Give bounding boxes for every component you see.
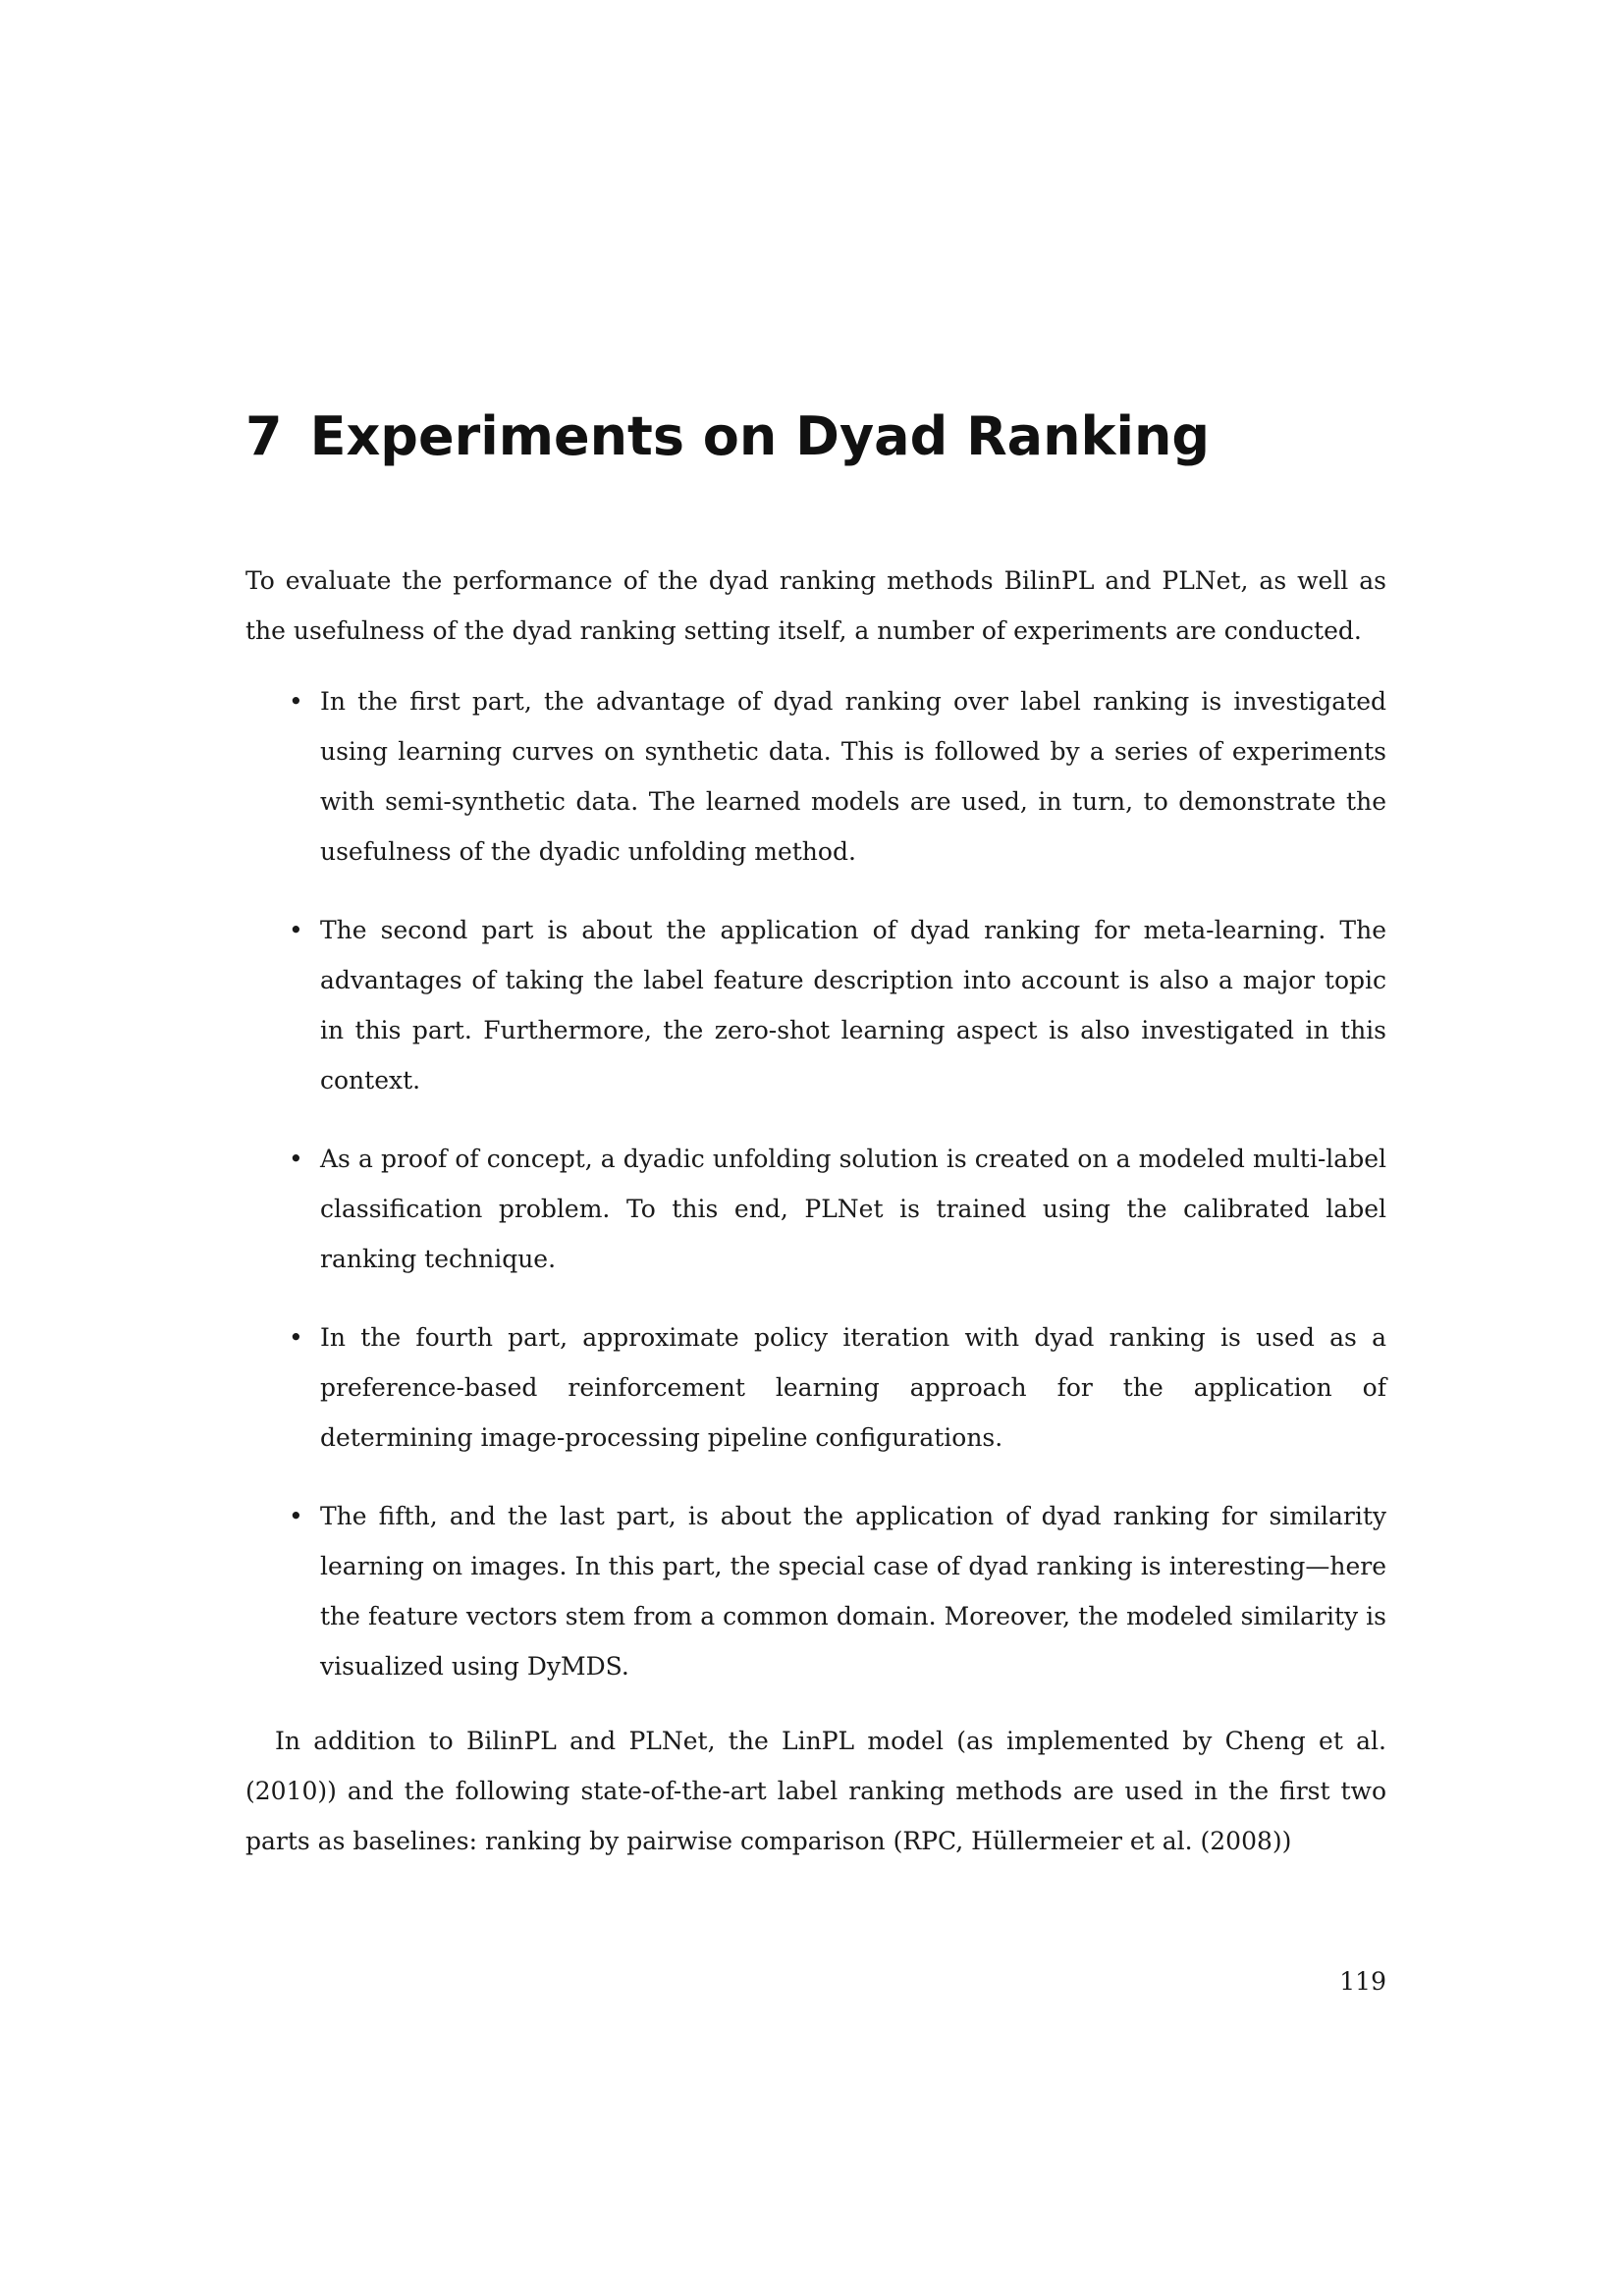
experiment-parts-list bbox=[245, 676, 1386, 1691]
chapter-title bbox=[245, 400, 1210, 473]
list-item-text: In the first part, the advantage of dyad ranking over label ranking is investigated using learning curves on synthetic data. This is followed by a series of experiments with semi-synthetic data. The learned models are used, in turn, to demonstrate the usefulness of the dyadic unfolding method. bbox=[320, 687, 1386, 866]
chapter-title-text: Experiments on Dyad Ranking bbox=[309, 405, 1211, 467]
bullet-icon: • bbox=[289, 1323, 303, 1352]
bullet-icon: • bbox=[289, 687, 303, 716]
list-item-text: The second part is about the application of dyad ranking for meta-learning. The advantages of taking the label feature description into account is also a major topic in this part. Furthermore, the zero-shot learning aspect is also investigated in this context. bbox=[320, 916, 1386, 1095]
bullet-icon: • bbox=[289, 1502, 303, 1530]
intro-paragraph: To evaluate the performance of the dyad ranking methods BilinPL and PLNet, as well as the usefulness of the dyad ranking setting itself, a number of experiments are conducted. bbox=[245, 566, 1386, 645]
page-number: 119 bbox=[1339, 1967, 1386, 1996]
list-item bbox=[245, 905, 1386, 1105]
list-item bbox=[245, 1134, 1386, 1284]
chapter-number: 7 bbox=[245, 405, 283, 467]
bullet-icon: • bbox=[289, 1145, 303, 1173]
list-item-text: The fifth, and the last part, is about the application of dyad ranking for similarity learning on images. In this part, the special case of dyad ranking is interesting—here the feature vectors stem from a common domain. Moreover, the modeled similarity is visualized using DyMDS. bbox=[320, 1502, 1386, 1681]
list-item bbox=[245, 1312, 1386, 1463]
bullet-icon: • bbox=[289, 916, 303, 944]
list-item-text: As a proof of concept, a dyadic unfolding solution is created on a modeled multi-label classification problem. To this end, PLNet is trained using the calibrated label ranking technique. bbox=[320, 1145, 1386, 1273]
list-item-text: In the fourth part, approximate policy iteration with dyad ranking is used as a preference-based reinforcement learning approach for the application of determining image-processing pipeline configurations. bbox=[320, 1323, 1386, 1452]
body-text bbox=[245, 556, 1386, 1866]
continuation-paragraph: In addition to BilinPL and PLNet, the LinPL model (as implemented by Cheng et al. (2010)) and the following state-of-the-art label ranking methods are used in the first two parts as baselines: ranking by pairwise comparison (RPC, Hüllermeier et al. (2008)) bbox=[245, 1727, 1386, 1855]
list-item bbox=[245, 676, 1386, 877]
list-item bbox=[245, 1491, 1386, 1691]
